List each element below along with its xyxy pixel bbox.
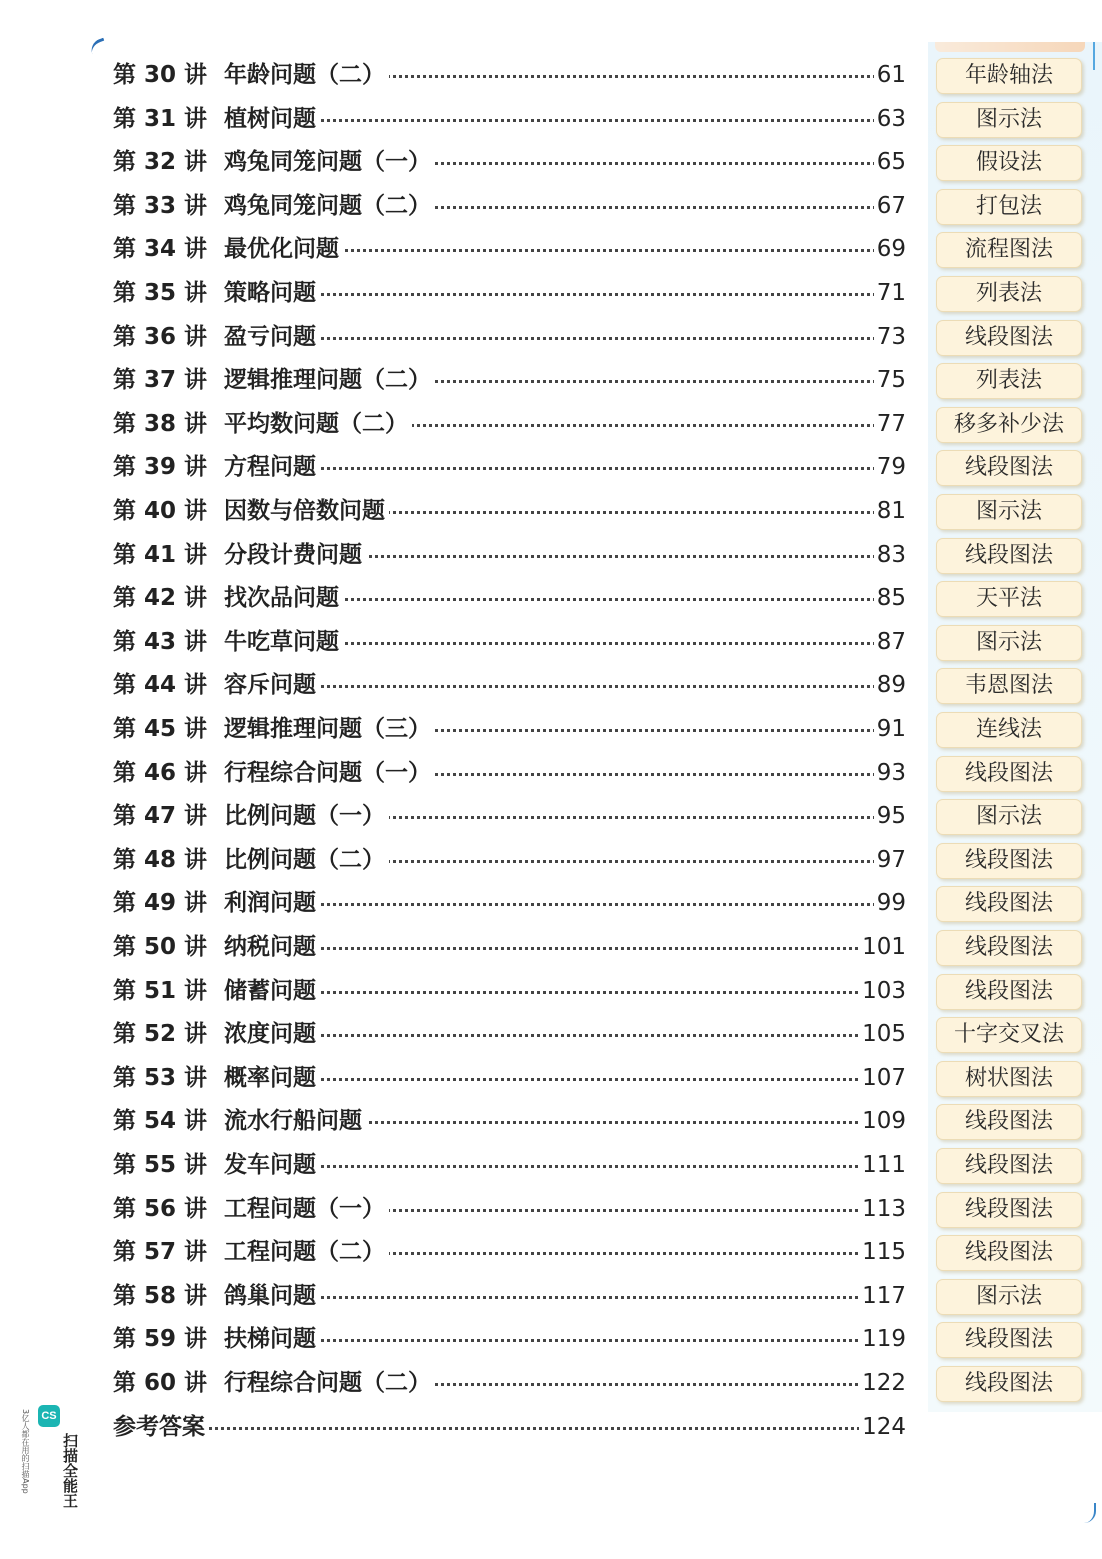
lecture-number: 第 50 讲: [113, 934, 208, 960]
toc-row[interactable]: [0, 1101, 1102, 1141]
lecture-title: 浓度问题: [224, 1014, 320, 1054]
page-number: 117: [859, 1276, 906, 1316]
toc-row[interactable]: [0, 1058, 1102, 1098]
lecture-number: 第 57 讲: [113, 1239, 208, 1266]
method-tag: 线段图法: [936, 1322, 1082, 1358]
page-number: 124: [859, 1407, 906, 1447]
dot-leader: [230, 119, 902, 122]
method-tag: 年龄轴法: [936, 58, 1082, 94]
lecture-number: 第 30 讲: [113, 62, 208, 88]
dot-leader: [230, 1078, 902, 1081]
page-number: 93: [874, 753, 906, 793]
lecture-number: 第 44 讲: [113, 672, 208, 699]
method-tag: 线段图法: [936, 1192, 1082, 1228]
toc-row[interactable]: [0, 1276, 1102, 1316]
page-number: 101: [859, 927, 906, 967]
page-number: 65: [874, 142, 906, 182]
lecture-number: 第 54 讲: [113, 1108, 208, 1135]
lecture-number: 第 39 讲: [113, 454, 208, 481]
method-tag: 图示法: [936, 625, 1082, 661]
dot-leader: [230, 337, 902, 340]
toc-row[interactable]: [0, 360, 1102, 400]
lecture-number: 第 34 讲: [113, 236, 208, 263]
lecture-number: 第 52 讲: [113, 1021, 208, 1048]
lecture-title: 最优化问题: [224, 229, 343, 269]
method-tag: 线段图法: [936, 1366, 1082, 1402]
page-number: 105: [859, 1014, 906, 1054]
dot-leader: [230, 1339, 902, 1342]
method-tag: 假设法: [936, 145, 1082, 181]
lecture-title: 比例问题（二）: [224, 840, 389, 880]
method-tag: 线段图法: [936, 1235, 1082, 1271]
page-number: 73: [874, 317, 906, 357]
lecture-number: 第 60 讲: [113, 1370, 208, 1396]
toc-row[interactable]: [0, 1189, 1102, 1229]
lecture-number: 第 42 讲: [113, 585, 208, 612]
lecture-number: 第 58 讲: [113, 1282, 208, 1309]
dot-leader: [230, 1165, 902, 1168]
method-tag: 线段图法: [936, 843, 1082, 879]
lecture-number: 第 38 讲: [113, 410, 208, 437]
method-tag: 图示法: [936, 494, 1082, 530]
toc-row[interactable]: [0, 317, 1102, 357]
toc-row[interactable]: [0, 229, 1102, 269]
dot-leader: [120, 1427, 902, 1430]
method-tag: 图示法: [936, 102, 1082, 138]
toc-row[interactable]: [0, 1145, 1102, 1185]
lecture-number: 第 56 讲: [113, 1195, 208, 1222]
dot-leader: [230, 1034, 902, 1037]
lecture-number: 第 59 讲: [113, 1326, 208, 1353]
lecture-number: 第 55 讲: [113, 1152, 208, 1178]
toc-row[interactable]: [0, 404, 1102, 444]
lecture-title: 方程问题: [224, 447, 320, 487]
lecture-title: 容斥问题: [224, 665, 320, 705]
scanner-watermark: [21, 1405, 79, 1545]
toc-row[interactable]: [0, 186, 1102, 226]
page-number: 81: [874, 491, 906, 531]
scan-corner-mark-bottom-right: [1080, 1503, 1096, 1523]
method-tag: 连线法: [936, 712, 1082, 748]
method-tag: 移多补少法: [936, 407, 1082, 443]
method-tag: 线段图法: [936, 320, 1082, 356]
lecture-title: 植树问题: [224, 99, 320, 139]
camscanner-logo-icon: CS: [38, 1405, 60, 1427]
page-number: 111: [859, 1145, 906, 1185]
lecture-number: 第 32 讲: [113, 149, 208, 176]
page-number: 89: [874, 665, 906, 705]
toc-row[interactable]: [0, 665, 1102, 705]
lecture-title: 概率问题: [224, 1058, 320, 1098]
lecture-number: 第 41 讲: [113, 541, 208, 568]
toc-row[interactable]: [0, 447, 1102, 487]
page-number: 79: [874, 447, 906, 487]
lecture-title: 平均数问题（二）: [224, 404, 412, 444]
lecture-title: 鸡兔同笼问题（一）: [224, 142, 435, 182]
method-tag: 线段图法: [936, 930, 1082, 966]
page-number: 75: [874, 360, 906, 400]
toc-row[interactable]: [0, 971, 1102, 1011]
toc-row[interactable]: [0, 840, 1102, 880]
lecture-title: 盈亏问题: [224, 317, 320, 357]
lecture-title: 找次品问题: [224, 578, 343, 618]
lecture-number: 第 45 讲: [113, 716, 208, 742]
lecture-title: 比例问题（一）: [224, 796, 389, 836]
lecture-title: 因数与倍数问题: [224, 491, 389, 531]
method-tag: 打包法: [936, 189, 1082, 225]
lecture-title: 工程问题（二）: [224, 1232, 389, 1272]
lecture-number: 第 48 讲: [113, 846, 208, 873]
method-tag: 图示法: [936, 799, 1082, 835]
lecture-title: 发车问题: [224, 1145, 320, 1185]
lecture-title: 逻辑推理问题（三）: [224, 709, 435, 749]
method-tag: 线段图法: [936, 538, 1082, 574]
method-tag: 线段图法: [936, 886, 1082, 922]
lecture-number: 第 51 讲: [113, 977, 208, 1004]
page-number: 91: [874, 709, 906, 749]
page-number: 67: [874, 186, 906, 226]
page-number: 103: [859, 971, 906, 1011]
lecture-number: 第 37 讲: [113, 367, 208, 394]
page-number: 87: [874, 622, 906, 662]
method-tag: 列表法: [936, 363, 1082, 399]
page-number: 107: [859, 1058, 906, 1098]
toc-row[interactable]: [0, 883, 1102, 923]
lecture-title: 纳税问题: [224, 927, 320, 967]
lecture-number: 第 40 讲: [113, 498, 208, 524]
lecture-title: 流水行船问题: [224, 1101, 366, 1141]
toc-row[interactable]: [0, 622, 1102, 662]
lecture-title: 行程综合问题（一）: [224, 753, 435, 793]
dot-leader: [230, 991, 902, 994]
toc-row[interactable]: [0, 535, 1102, 575]
toc-row[interactable]: [0, 753, 1102, 793]
lecture-title: 鸽巢问题: [224, 1276, 320, 1316]
lecture-title: 扶梯问题: [224, 1319, 320, 1359]
lecture-number: 第 49 讲: [113, 890, 208, 917]
toc-row[interactable]: [0, 1232, 1102, 1272]
toc-row[interactable]: [0, 1014, 1102, 1054]
page-number: 63: [874, 99, 906, 139]
toc-row[interactable]: [0, 796, 1102, 836]
method-tag: 列表法: [936, 276, 1082, 312]
page-number: 119: [859, 1319, 906, 1359]
page-number: 115: [859, 1232, 906, 1272]
lecture-title: 储蓄问题: [224, 971, 320, 1011]
lecture-title: 工程问题（一）: [224, 1189, 389, 1229]
toc-row[interactable]: [0, 1319, 1102, 1359]
method-tag: 流程图法: [936, 232, 1082, 268]
dot-leader: [230, 685, 902, 688]
lecture-title: 行程综合问题（二）: [224, 1363, 435, 1403]
lecture-number: 第 43 讲: [113, 628, 208, 655]
lecture-number: 第 35 讲: [113, 280, 208, 306]
decorative-top-band: [935, 42, 1085, 52]
page-number: 99: [874, 883, 906, 923]
toc-row[interactable]: [0, 273, 1102, 313]
method-tag: 线段图法: [936, 450, 1082, 486]
lecture-number: 第 33 讲: [113, 192, 208, 219]
page-number: 71: [874, 273, 906, 313]
dot-leader: [230, 467, 902, 470]
answers-label: 参考答案: [113, 1407, 209, 1447]
page-number: 109: [859, 1101, 906, 1141]
toc-row[interactable]: [0, 142, 1102, 182]
watermark-tagline: 3亿人都在用的扫描App: [21, 1409, 30, 1494]
method-tag: 图示法: [936, 1279, 1082, 1315]
dot-leader: [230, 947, 902, 950]
dot-leader: [230, 1296, 902, 1299]
lecture-number: 第 47 讲: [113, 803, 208, 830]
lecture-title: 逻辑推理问题（二）: [224, 360, 435, 400]
toc-row[interactable]: [0, 491, 1102, 531]
method-tag: 天平法: [936, 581, 1082, 617]
method-tag: 韦恩图法: [936, 668, 1082, 704]
toc-row[interactable]: [0, 709, 1102, 749]
page-number: 122: [859, 1363, 906, 1403]
toc-row[interactable]: [0, 55, 1102, 95]
page-number: 85: [874, 578, 906, 618]
toc-row[interactable]: [0, 99, 1102, 139]
method-tag: 线段图法: [936, 1148, 1082, 1184]
lecture-number: 第 46 讲: [113, 759, 208, 786]
toc-row[interactable]: [0, 927, 1102, 967]
lecture-title: 牛吃草问题: [224, 622, 343, 662]
toc-row-answers[interactable]: [0, 1407, 1102, 1447]
lecture-title: 策略问题: [224, 273, 320, 313]
method-tag: 线段图法: [936, 1104, 1082, 1140]
lecture-title: 利润问题: [224, 883, 320, 923]
dot-leader: [230, 903, 902, 906]
dot-leader: [230, 293, 902, 296]
method-tag: 线段图法: [936, 756, 1082, 792]
lecture-title: 鸡兔同笼问题（二）: [224, 186, 435, 226]
toc-row[interactable]: [0, 1363, 1102, 1403]
page-number: 61: [874, 55, 906, 95]
toc-row[interactable]: [0, 578, 1102, 618]
page-number: 95: [874, 796, 906, 836]
lecture-number: 第 36 讲: [113, 323, 208, 350]
watermark-app-name: 扫描全能王: [61, 1433, 79, 1508]
lecture-number: 第 31 讲: [113, 105, 208, 132]
page-number: 77: [874, 404, 906, 444]
scan-corner-mark-top-left: [88, 38, 107, 56]
page-number: 97: [874, 840, 906, 880]
method-tag: 树状图法: [936, 1061, 1082, 1097]
method-tag: 线段图法: [936, 974, 1082, 1010]
lecture-title: 分段计费问题: [224, 535, 366, 575]
lecture-title: 年龄问题（二）: [224, 55, 389, 95]
method-tag: 十字交叉法: [936, 1017, 1082, 1053]
lecture-number: 第 53 讲: [113, 1064, 208, 1091]
page-number: 83: [874, 535, 906, 575]
page-number: 113: [859, 1189, 906, 1229]
page-number: 69: [874, 229, 906, 269]
